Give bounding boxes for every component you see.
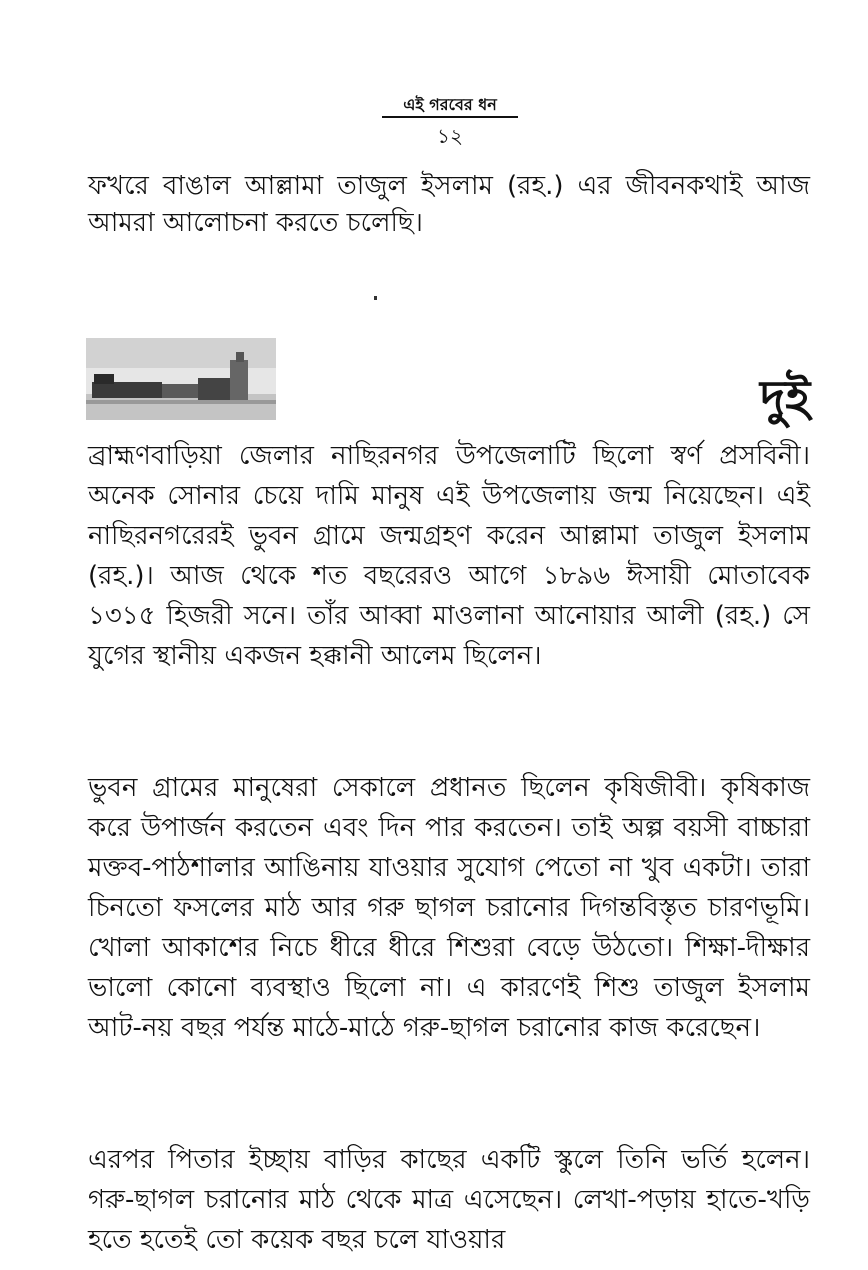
header-rule bbox=[382, 116, 518, 118]
body-paragraph: ব্রাহ্মণবাড়িয়া জেলার নাছিরনগর উপজেলাটি ছিলো স্বর্ণ প্রসবিনী। অনেক সোনার চেয়ে দামি মানুষ এই উপজেলায় জন্ম নিয়েছেন। এই নাছিরনগরেরই ভুবন গ্রামে জন্মগ্রহণ করেন আল্লামা তাজুল ইসলাম (রহ.)। আজ থেকে শত বছরেরও আগে ১৮৯৬ ঈসায়ী মোতাবেক ১৩১৫ হিজরী সনে। তাঁর আব্বা মাওলানা আনোয়ার আলী (রহ.) সে যুগের স্থানীয় একজন হক্কানী আলেম ছিলেন। bbox=[88, 441, 810, 671]
page-number: ১২ bbox=[437, 124, 463, 148]
body-paragraph: এরপর পিতার ইচ্ছায় বাড়ির কাছের একটি স্কুলে তিনি ভর্তি হলেন। গরু-ছাগল চরানোর মাঠ থেকে মাত্র এসেছেন। লেখা-পড়ায় হাতে-খড়ি হতে হতেই তো কয়েক বছর চলে যাওয়ার bbox=[88, 1145, 810, 1255]
body-paragraph: ভুবন গ্রামের মানুষেরা সেকালে প্রধানত ছিলেন কৃষিজীবী। কৃষিকাজ করে উপার্জন করতেন এবং দিন পার করতেন। তাই অল্প বয়সী বাচ্চারা মক্তব-পাঠশালার আঙিনায় যাওয়ার সুযোগ পেতো না খুব একটা। তারা চিনতো ফসলের মাঠ আর গরু ছাগল চরানোর দিগন্তবিস্তৃত চারণভূমি। খোলা আকাশের নিচে ধীরে ধীরে শিশুরা বেড়ে উঠতো। শিক্ষা-দীক্ষার ভালো কোনো ব্যবস্থাও ছিলো না। এ কারণেই শিশু তাজুল ইসলাম আট-নয় বছর পর্যন্ত মাঠে-মাঠে গরু-ছাগল চরানোর কাজ করেছেন। bbox=[88, 773, 810, 1043]
chapter-photo bbox=[86, 338, 276, 420]
running-title: এই গরবের ধন bbox=[403, 95, 497, 114]
chapter-heading: দুই bbox=[760, 370, 811, 426]
stray-mark bbox=[374, 296, 377, 300]
intro-paragraph: ফখরে বাঙাল আল্লামা তাজুল ইসলাম (রহ.) এর জীবনকথাই আজ আমরা আলোচনা করতে চলেছি। bbox=[88, 171, 810, 238]
